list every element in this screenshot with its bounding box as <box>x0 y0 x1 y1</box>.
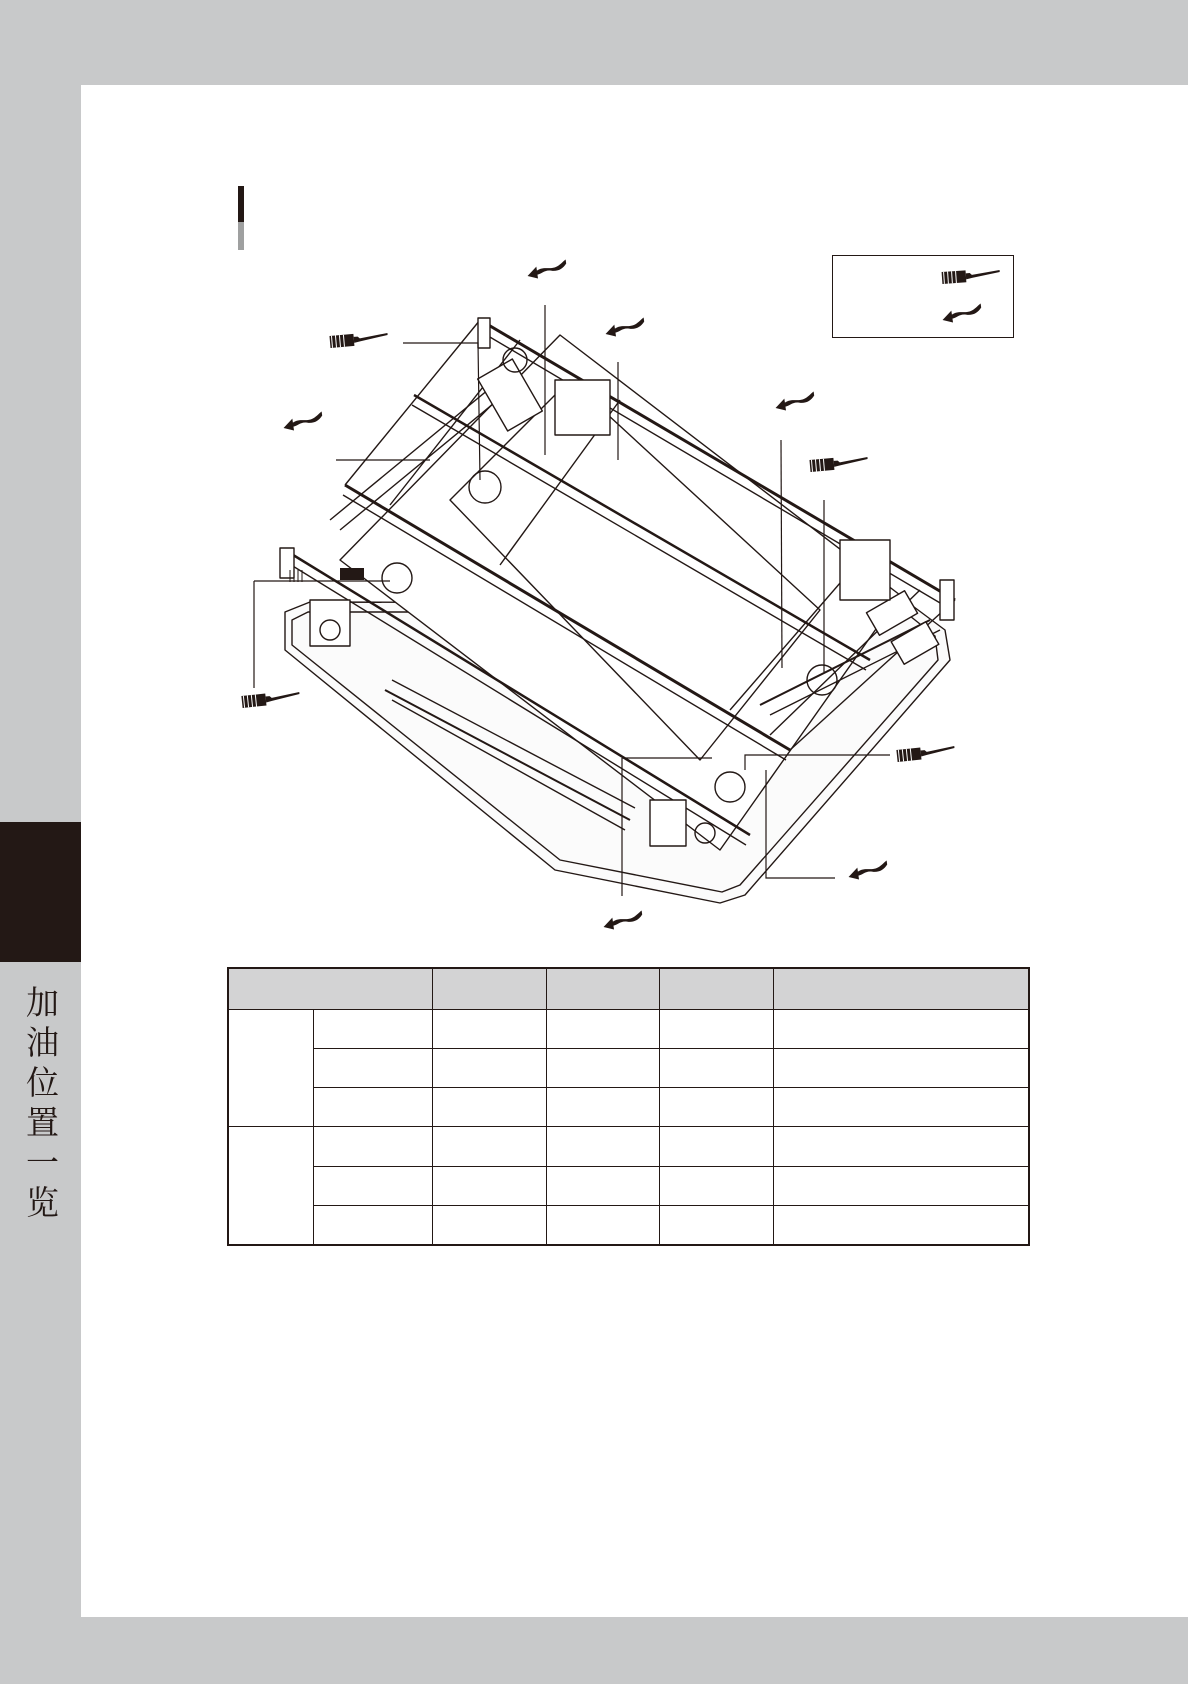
oil-icon-1 <box>526 260 568 280</box>
table-cell <box>313 1088 432 1127</box>
table-cell <box>659 1088 773 1127</box>
table-cell <box>432 1088 546 1127</box>
table-row <box>228 1088 1029 1127</box>
table-cell <box>432 1049 546 1088</box>
table-cell <box>659 1166 773 1205</box>
oil-icon-4 <box>774 392 816 412</box>
table-cell <box>659 1127 773 1166</box>
table-header-cell <box>228 968 432 1010</box>
legend-grease-icon <box>942 268 1001 284</box>
table-cell <box>773 1205 1029 1245</box>
table-cell <box>546 1127 659 1166</box>
grease-icon-1 <box>329 331 388 348</box>
oil-icon-5 <box>847 861 889 881</box>
table-header-row <box>228 968 1029 1010</box>
grease-icon-4 <box>896 744 955 762</box>
table-cell <box>659 1205 773 1245</box>
table-cell <box>659 1010 773 1049</box>
table-row <box>228 1049 1029 1088</box>
table-row <box>228 1205 1029 1245</box>
table-cell <box>313 1049 432 1088</box>
oil-icon-2 <box>604 318 646 338</box>
table-header-cell <box>546 968 659 1010</box>
grease-icon-2 <box>809 455 868 472</box>
table-row <box>228 1166 1029 1205</box>
table-cell <box>546 1166 659 1205</box>
oil-icon-6 <box>602 911 644 931</box>
table-cell <box>773 1088 1029 1127</box>
table-cell <box>546 1010 659 1049</box>
table-cell <box>546 1205 659 1245</box>
table-cell <box>432 1127 546 1166</box>
table-cell <box>773 1127 1029 1166</box>
table-group-label <box>228 1127 313 1245</box>
table-cell <box>773 1010 1029 1049</box>
table-cell <box>313 1166 432 1205</box>
table-header-cell <box>432 968 546 1010</box>
oil-icon-3 <box>282 412 324 432</box>
legend-oil-icon <box>941 304 983 324</box>
grease-icon-3 <box>241 690 300 708</box>
table-header-cell <box>659 968 773 1010</box>
table-cell <box>432 1166 546 1205</box>
table-cell <box>773 1049 1029 1088</box>
table-cell <box>313 1127 432 1166</box>
table-cell <box>313 1205 432 1245</box>
table-cell <box>313 1010 432 1049</box>
table-row <box>228 1127 1029 1166</box>
table-cell <box>659 1049 773 1088</box>
chapter-tab-text: 加油位置一览 <box>21 985 60 1225</box>
table-cell <box>546 1088 659 1127</box>
table-cell <box>432 1205 546 1245</box>
table-cell <box>546 1049 659 1088</box>
table-header-cell <box>773 968 1029 1010</box>
lubrication-table <box>227 967 1030 1246</box>
table-cell <box>432 1010 546 1049</box>
table-row <box>228 1010 1029 1049</box>
table-cell <box>773 1166 1029 1205</box>
table-group-label <box>228 1010 313 1127</box>
